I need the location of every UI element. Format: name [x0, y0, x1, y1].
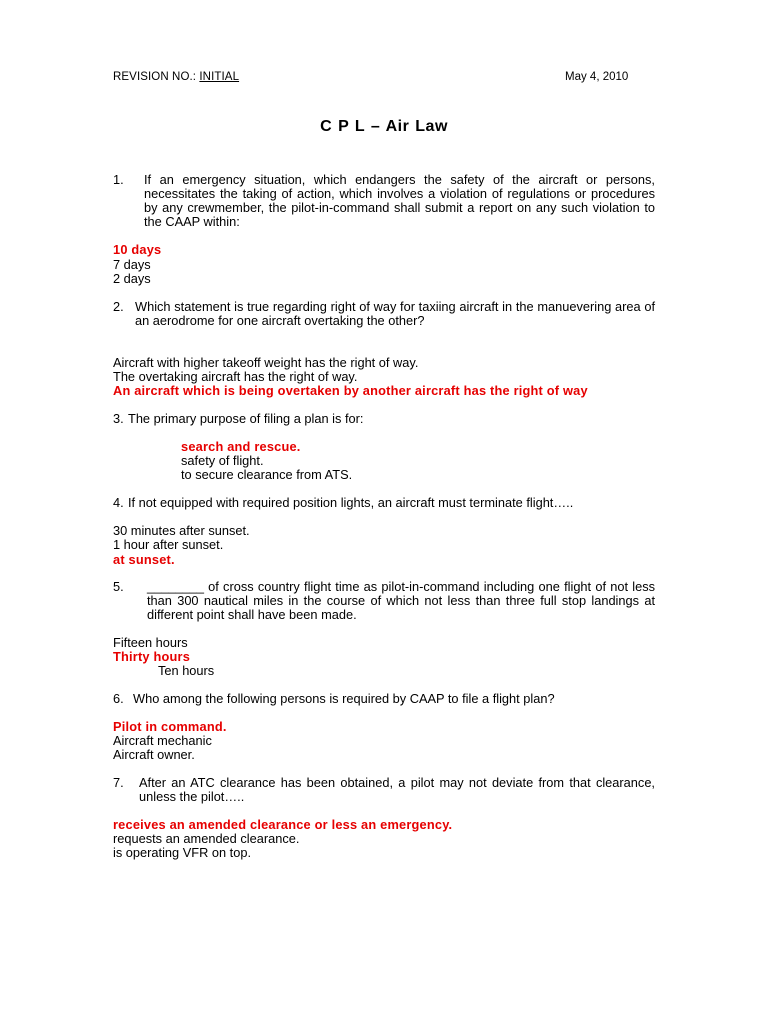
- question-3-option-1: search and rescue.: [181, 439, 301, 454]
- question-2-text: Which statement is true regarding right of way for taxiing aircraft in the manuevering area of an aerodrome for one aircraft overtaking the other?: [135, 299, 655, 328]
- question-4-text: If not equipped with required position lights, an aircraft must terminate flight…..: [128, 495, 574, 510]
- question-4-option-2: 1 hour after sunset.: [113, 537, 224, 552]
- question-5-text: ________ of cross country flight time as pilot-in-command including one flight of not less than 300 nautical miles in the course of which not less than three full stop landings at different point shall have been made.: [147, 579, 655, 622]
- question-3-option-2: safety of flight.: [181, 453, 264, 468]
- question-7-option-1: receives an amended clearance or less an emergency.: [113, 817, 453, 832]
- question-1-option-1: 10 days: [113, 242, 162, 257]
- question-4-option-1: 30 minutes after sunset.: [113, 523, 250, 538]
- question-3-number: 3.: [113, 411, 124, 426]
- page-title: C P L – Air Law: [320, 118, 448, 135]
- question-2-option-2: The overtaking aircraft has the right of way.: [113, 369, 358, 384]
- question-7-option-3: is operating VFR on top.: [113, 845, 251, 860]
- question-6-option-1: Pilot in command.: [113, 719, 227, 734]
- question-7-option-2: requests an amended clearance.: [113, 831, 300, 846]
- revision-line: [113, 71, 239, 83]
- question-5-option-3: Ten hours: [158, 663, 215, 678]
- question-7-text: After an ATC clearance has been obtained, a pilot may not deviate from that clearance, unless the pilot…..: [139, 775, 655, 804]
- revision-label: REVISION NO.:: [113, 71, 200, 83]
- question-5-option-2: Thirty hours: [113, 649, 191, 664]
- question-6-number: 6.: [113, 691, 124, 706]
- question-6-option-2: Aircraft mechanic: [113, 733, 212, 748]
- question-5-number: 5.: [113, 579, 124, 594]
- document-date: May 4, 2010: [565, 71, 629, 83]
- question-1-text: If an emergency situation, which endangers the safety of the aircraft or persons, necessitates the taking of action, which involves a violation of regulations or procedures by any crewmember, the pilot-in-command shall submit a report on any such violation to the CAAP within:: [144, 172, 655, 229]
- question-1-number: 1.: [113, 172, 124, 187]
- question-4-option-3: at sunset.: [113, 552, 175, 567]
- question-2-option-3: An aircraft which is being overtaken by another aircraft has the right of way: [113, 383, 588, 398]
- question-1-option-3: 2 days: [113, 271, 151, 286]
- question-6-text: Who among the following persons is required by CAAP to file a flight plan?: [133, 691, 555, 706]
- question-6-option-3: Aircraft owner.: [113, 747, 195, 762]
- question-2-number: 2.: [113, 299, 124, 314]
- question-4-number: 4.: [113, 495, 124, 510]
- question-3-text: The primary purpose of filing a plan is for:: [128, 411, 364, 426]
- question-1-option-2: 7 days: [113, 257, 151, 272]
- revision-value: INITIAL: [199, 71, 240, 83]
- question-5-option-1: Fifteen hours: [113, 635, 188, 650]
- question-3-option-3: to secure clearance from ATS.: [181, 467, 353, 482]
- question-7-number: 7.: [113, 775, 124, 790]
- question-2-option-1: Aircraft with higher takeoff weight has the right of way.: [113, 355, 419, 370]
